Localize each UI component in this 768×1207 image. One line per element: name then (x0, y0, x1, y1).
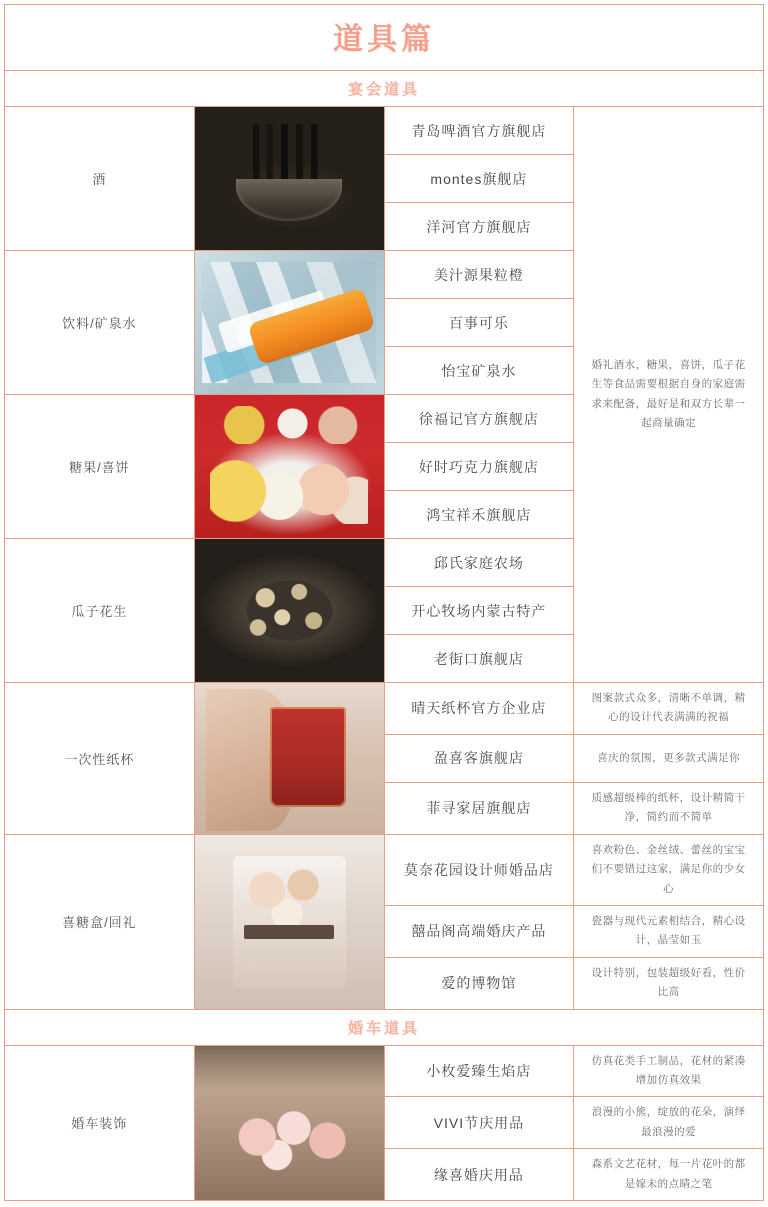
photo-candy-box (195, 835, 384, 1009)
shop-note: 喜欢粉色、金丝绒、蕾丝的宝宝们不要错过这家，满足你的少女心 (574, 834, 764, 905)
photo-drinks (195, 251, 384, 394)
category-label-paper-cup: 一次性纸杯 (5, 683, 195, 835)
shop-name[interactable]: 鸿宝祥禾旗舰店 (384, 491, 574, 539)
shop-name[interactable]: 好时巧克力旗舰店 (384, 443, 574, 491)
shop-name[interactable]: 菲寻家居旗舰店 (384, 782, 574, 834)
table-row (5, 107, 764, 155)
shop-name[interactable]: 囍品阁高端婚庆产品 (384, 905, 574, 957)
photo-car-decor (195, 1046, 384, 1201)
section-heading-banquet: 宴会道具 (347, 81, 420, 98)
shop-note: 设计特别，包装超级好看，性价比高 (574, 957, 764, 1009)
shop-note: 森系文艺花材，每一片花叶的都是嫁未的点睛之笔 (574, 1149, 764, 1201)
photo-seeds (195, 539, 384, 682)
category-photo-paper-cup (194, 683, 384, 835)
shop-note: 浪漫的小熊，绽放的花朵，演绎最浪漫的爱 (574, 1097, 764, 1149)
props-table (4, 4, 764, 1201)
table-row (5, 683, 764, 735)
shop-name[interactable]: 美汁源果粒橙 (384, 251, 574, 299)
shop-name[interactable]: 开心牧场内蒙古特产 (384, 587, 574, 635)
category-photo-car-decor (194, 1045, 384, 1201)
page-title-cell (5, 5, 764, 71)
shop-note: 瓷器与现代元素相结合，精心设计，晶莹如玉 (574, 905, 764, 957)
category-label-candy: 糖果/喜饼 (5, 395, 195, 539)
category-photo-candy-box (194, 834, 384, 1009)
photo-candy (195, 395, 384, 538)
category-label-car-decor: 婚车装饰 (5, 1045, 195, 1201)
section-heading-car: 婚车道具 (347, 1019, 420, 1037)
category-photo-wine (194, 107, 384, 251)
shop-name[interactable]: 盈喜客旗舰店 (384, 734, 574, 782)
shop-name[interactable]: 老街口旗舰店 (384, 635, 574, 683)
section-heading-row (5, 1009, 764, 1045)
photo-paper-cup (195, 683, 384, 834)
merged-note-banquet: 婚礼酒水，糖果，喜饼，瓜子花生等食品需要根据自身的家庭需求来配备，最好是和双方长辈一起商量确定 (574, 107, 764, 683)
shop-note: 喜庆的氛围，更多款式满足你 (574, 734, 764, 782)
photo-wine (195, 107, 384, 250)
shop-name[interactable]: 洋河官方旗舰店 (384, 203, 574, 251)
category-label-candy-box: 喜糖盒/回礼 (5, 834, 195, 1009)
shop-name[interactable]: 怡宝矿泉水 (384, 347, 574, 395)
shop-name[interactable]: montes旗舰店 (384, 155, 574, 203)
shop-name[interactable]: 徐福记官方旗舰店 (384, 395, 574, 443)
title-row (5, 5, 764, 71)
category-label-wine: 酒 (5, 107, 195, 251)
shop-name[interactable]: 小枚爱臻生焰店 (384, 1045, 574, 1097)
shop-name[interactable]: 百事可乐 (384, 299, 574, 347)
shop-name[interactable]: 青岛啤酒官方旗舰店 (384, 107, 574, 155)
shop-note: 质感超级棒的纸杯，设计精简干净，简约而不简单 (574, 782, 764, 834)
shop-note: 仿真花类手工制品，花材的紧凑增加仿真效果 (574, 1045, 764, 1097)
shop-name[interactable]: 邱氏家庭农场 (384, 539, 574, 587)
section-heading-cell-banquet (5, 71, 764, 107)
category-photo-drinks (194, 251, 384, 395)
section-heading-row (5, 71, 764, 107)
shop-name[interactable]: VIVI节庆用品 (384, 1097, 574, 1149)
shop-note: 图案款式众多，清晰不单调，精心的设计代表满满的祝福 (574, 683, 764, 735)
table-row (5, 834, 764, 905)
shop-name[interactable]: 晴天纸杯官方企业店 (384, 683, 574, 735)
shop-name[interactable]: 爱的博物馆 (384, 957, 574, 1009)
shop-name[interactable]: 莫奈花园设计师婚品店 (384, 834, 574, 905)
category-label-seeds: 瓜子花生 (5, 539, 195, 683)
section-heading-cell-car (5, 1009, 764, 1045)
category-photo-candy (194, 395, 384, 539)
shop-name[interactable]: 缘喜婚庆用品 (384, 1149, 574, 1201)
category-photo-seeds (194, 539, 384, 683)
category-label-drinks: 饮料/矿泉水 (5, 251, 195, 395)
page-title: 道具篇 (333, 22, 435, 56)
table-row (5, 1045, 764, 1097)
